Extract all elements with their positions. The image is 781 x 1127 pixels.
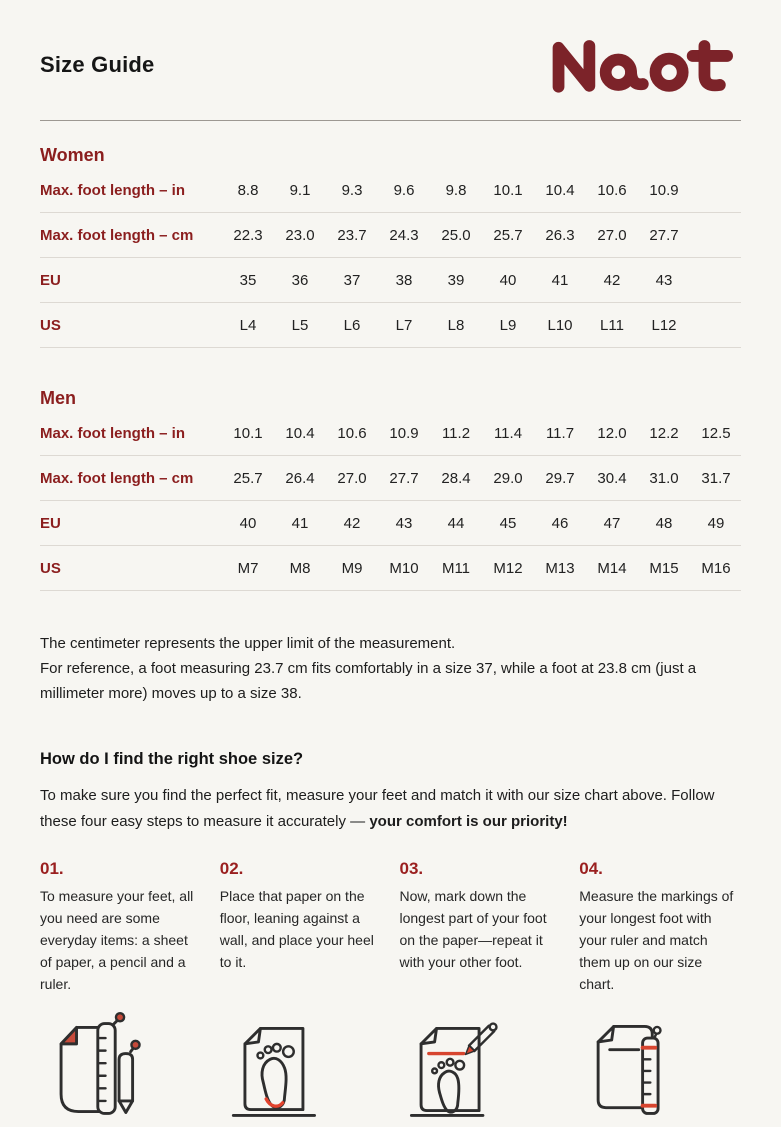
size-cell: 12.0 [597,424,627,442]
size-cell: 29.0 [493,469,523,487]
size-cell: 37 [343,271,361,289]
row-label: Max. foot length – cm [40,469,194,487]
step-1 [40,859,202,995]
size-cell: 10.1 [493,181,523,199]
size-cell: 10.9 [389,424,419,442]
size-cell: 10.1 [233,424,263,442]
size-cell: 12.2 [649,424,679,442]
row-label: US [40,559,61,577]
size-cell: 23.7 [337,226,367,244]
size-cell: M9 [341,559,363,577]
step-2-icon-cell [220,1011,382,1127]
size-row [40,456,741,501]
size-cell: 41 [291,514,309,532]
size-cell: 10.6 [337,424,367,442]
size-cell: 26.4 [285,469,315,487]
size-cell: 9.1 [289,181,311,199]
size-cell: L6 [343,316,361,334]
size-cell: 40 [239,514,257,532]
step-icons-row [40,1011,741,1127]
measurement-note [40,631,741,706]
row-label: Max. foot length – in [40,181,185,199]
size-cell: 35 [239,271,257,289]
step-4-icon-cell [579,1011,741,1127]
size-cell: 44 [447,514,465,532]
size-row [40,501,741,546]
paper-heel-footprint-icon [220,1011,324,1127]
size-cell: L9 [499,316,517,334]
size-cell: 47 [603,514,621,532]
size-cell: 29.7 [545,469,575,487]
how-to-intro [40,783,741,835]
size-row [40,258,741,303]
size-cell: 42 [603,271,621,289]
size-cell: 27.7 [649,226,679,244]
row-label: EU [40,514,61,532]
size-cell: 46 [551,514,569,532]
women-size-table-section [40,145,741,348]
size-cell: 10.4 [545,181,575,199]
step-text: Measure the markings of your longest foot with your ruler and match them up on our size chart. [579,888,734,992]
how-to-intro-text: To make sure you find the perfect fit, measure your feet and match it with our size chart above. Follow these four easy steps to measure it accurately — [40,787,715,830]
row-label: US [40,316,61,334]
size-cell: L12 [651,316,677,334]
size-cell: 49 [707,514,725,532]
size-cell: 9.3 [341,181,363,199]
size-cell: 45 [499,514,517,532]
size-row [40,411,741,456]
size-cell: 27.0 [337,469,367,487]
header [40,36,741,94]
size-cell: M15 [649,559,679,577]
size-cell: 27.0 [597,226,627,244]
paper-pencil-ruler-icon [40,1011,144,1127]
section-heading-men: Men [40,388,76,408]
paper-footprint-pencil-icon [400,1011,504,1127]
size-cell: 48 [655,514,673,532]
step-number: 04. [579,859,603,878]
size-cell: 12.5 [701,424,731,442]
women-size-table [40,168,741,348]
size-cell: L11 [600,316,624,334]
size-cell: 8.8 [237,181,259,199]
size-cell: 30.4 [597,469,627,487]
how-to-heading: How do I find the right shoe size? [40,750,304,768]
page-title: Size Guide [40,52,155,77]
size-cell: 24.3 [389,226,419,244]
men-size-table [40,411,741,591]
step-3 [400,859,562,995]
size-cell: 43 [395,514,413,532]
size-row [40,168,741,213]
size-cell: M10 [389,559,419,577]
size-cell: 11.2 [441,424,471,442]
size-cell: M12 [493,559,523,577]
size-cell: 31.0 [649,469,679,487]
size-cell: 31.7 [701,469,731,487]
how-to-intro-emphasis: your comfort is our priority! [369,813,568,830]
row-label: Max. foot length – cm [40,226,194,244]
size-cell: 25.0 [441,226,471,244]
size-cell: 28.4 [441,469,471,487]
size-cell: 41 [551,271,569,289]
step-4 [579,859,741,995]
size-cell: 26.3 [545,226,575,244]
size-cell: L8 [447,316,465,334]
step-number: 02. [219,859,244,878]
size-cell: L4 [239,316,257,334]
size-cell: 10.4 [285,424,315,442]
size-cell: 11.4 [493,424,523,442]
size-cell: L7 [395,316,413,334]
row-label: EU [40,271,61,289]
size-cell: 43 [655,271,673,289]
size-cell: 9.8 [445,181,467,199]
size-cell: 42 [343,514,361,532]
size-cell: L5 [291,316,309,334]
section-heading-women: Women [40,145,105,165]
size-cell: M11 [441,559,471,577]
header-divider [40,120,741,121]
size-cell: 22.3 [233,226,263,244]
size-cell: 40 [499,271,517,289]
size-cell: 9.6 [393,181,415,199]
men-size-table-section [40,388,741,591]
size-cell: 11.7 [545,424,575,442]
size-row [40,303,741,348]
steps-row [40,859,741,995]
size-row [40,213,741,258]
size-cell: M7 [237,559,259,577]
paper-ruler-measure-icon [579,1011,683,1127]
size-cell: M13 [545,559,575,577]
step-number: 03. [399,859,424,878]
step-2 [220,859,382,995]
size-cell: 27.7 [389,469,419,487]
size-cell: M14 [597,559,627,577]
size-cell: L10 [547,316,573,334]
step-1-icon-cell [40,1011,202,1127]
size-cell: M16 [701,559,731,577]
step-3-icon-cell [400,1011,562,1127]
size-cell: M8 [289,559,311,577]
row-label: Max. foot length – in [40,424,185,442]
size-cell: 36 [291,271,309,289]
size-cell: 23.0 [285,226,315,244]
step-text: Now, mark down the longest part of your foot on the paper—repeat it with your other foot. [399,888,547,970]
step-number: 01. [40,859,64,878]
size-cell: 10.9 [649,181,679,199]
size-cell: 25.7 [493,226,523,244]
size-cell: 10.6 [597,181,627,199]
size-cell: 25.7 [233,469,263,487]
step-text: Place that paper on the floor, leaning against a wall, and place your heel to it. [219,888,374,970]
naot-logo [541,36,741,94]
size-cell: 39 [447,271,465,289]
note-line-1: The centimeter represents the upper limit of the measurement. [40,635,456,652]
size-cell: 38 [395,271,413,289]
step-text: To measure your feet, all you need are some everyday items: a sheet of paper, a pencil and a ruler. [40,888,194,992]
note-line-2: For reference, a foot measuring 23.7 cm fits comfortably in a size 37, while a foot at 23.8 cm (just a millimeter more) moves up to a size 38. [40,660,697,702]
size-row [40,546,741,591]
